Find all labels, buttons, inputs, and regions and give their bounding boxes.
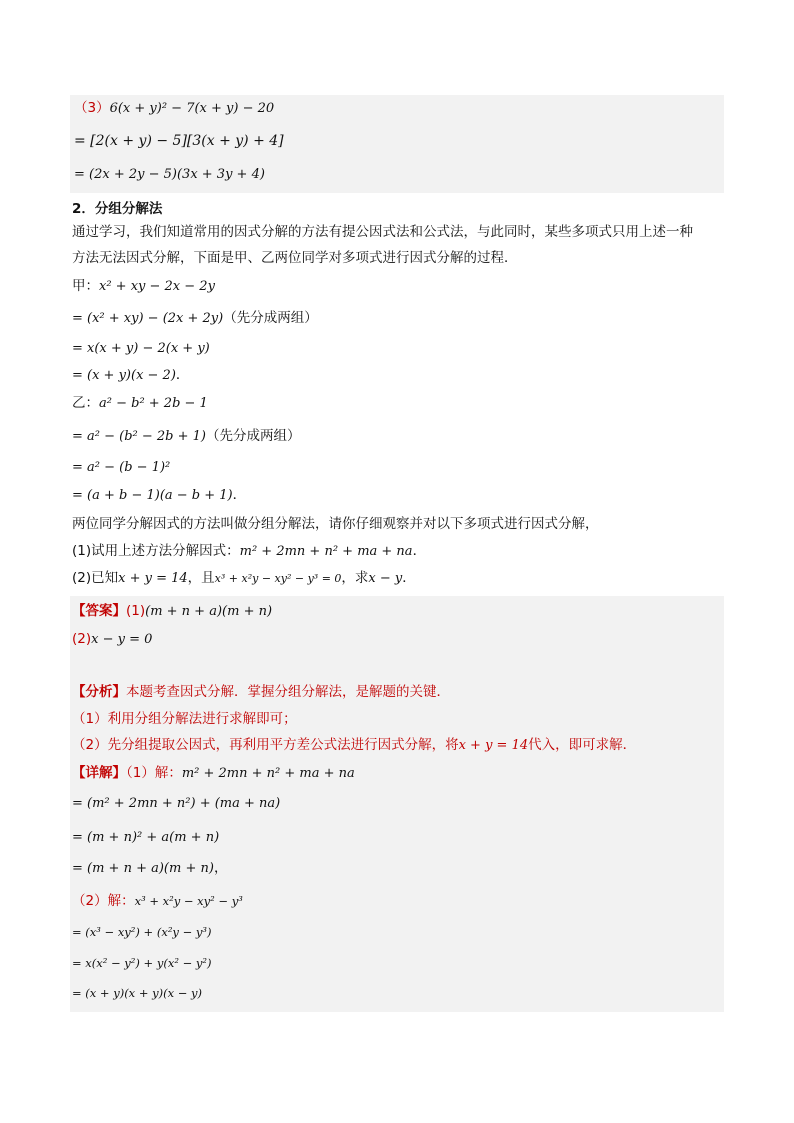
- detail-line7: = x(x² − y²) + y(x² − y²): [72, 956, 212, 970]
- jia-line1: 甲：x² + xy − 2x − 2y: [72, 278, 215, 294]
- analysis-p1: （1）利用分组分解法进行求解即可；: [72, 711, 297, 727]
- yi-line3: = a² − (b − 1)²: [72, 460, 171, 475]
- answer-line1: 【答案】(1)(m + n + a)(m + n): [72, 603, 273, 619]
- intro-line2: 方法无法因式分解，下面是甲、乙两位同学对多项式进行因式分解的过程．: [72, 250, 518, 266]
- part3-line3: = (2x + 2y − 5)(3x + 3y + 4): [74, 167, 265, 182]
- question-2: (2)已知x + y = 14，且x³ + x²y − xy² − y³ = 0，求x − y．: [72, 570, 416, 586]
- detail-line5: （2）解：x³ + x²y − xy² − y³: [72, 893, 243, 909]
- detail-line8: = (x + y)(x + y)(x − y): [72, 986, 202, 1000]
- question-1: (1)试用上述方法分解因式：m² + 2mn + n² + ma + na．: [72, 543, 427, 559]
- jia-line2: = (x² + xy) − (2x + 2y)（先分成两组）: [72, 310, 318, 326]
- analysis-p2: （2）先分组提取公因式，再利用平方差公式法进行因式分解，将x + y = 14代入，即可求解．: [72, 737, 637, 753]
- detail-line2: = (m² + 2mn + n²) + (ma + na): [72, 796, 281, 811]
- jia-line4: = (x + y)(x − 2)．: [72, 367, 190, 383]
- part3-line2: = [2(x + y) − 5][3(x + y) + 4]: [74, 133, 284, 149]
- analysis-line: 【分析】本题考查因式分解．掌握分组分解法，是解题的关键．: [72, 684, 450, 700]
- part3-line1: （3）6(x + y)² − 7(x + y) − 20: [74, 100, 275, 116]
- answer-line2: (2)x − y = 0: [72, 631, 153, 647]
- detail-line3: = (m + n)² + a(m + n): [72, 830, 220, 845]
- yi-line4: = (a + b − 1)(a − b + 1)．: [72, 487, 247, 503]
- detail-line1: 【详解】（1）解：m² + 2mn + n² + ma + na: [72, 765, 355, 781]
- yi-line2: = a² − (b² − 2b + 1)（先分成两组）: [72, 428, 301, 444]
- section-heading: 2．分组分解法: [72, 201, 163, 217]
- intro-line1: 通过学习，我们知道常用的因式分解的方法有提公因式法和公式法，与此同时，某些多项式只用上述一种: [72, 224, 693, 240]
- jia-line3: = x(x + y) − 2(x + y): [72, 341, 210, 356]
- question-text: 两位同学分解因式的方法叫做分组分解法，请你仔细观察并对以下多项式进行因式分解，: [72, 516, 599, 532]
- yi-line1: 乙：a² − b² + 2b − 1: [72, 395, 208, 411]
- detail-line6: = (x³ − xy²) + (x²y − y³): [72, 925, 212, 939]
- detail-line4: = (m + n + a)(m + n)，: [72, 860, 228, 876]
